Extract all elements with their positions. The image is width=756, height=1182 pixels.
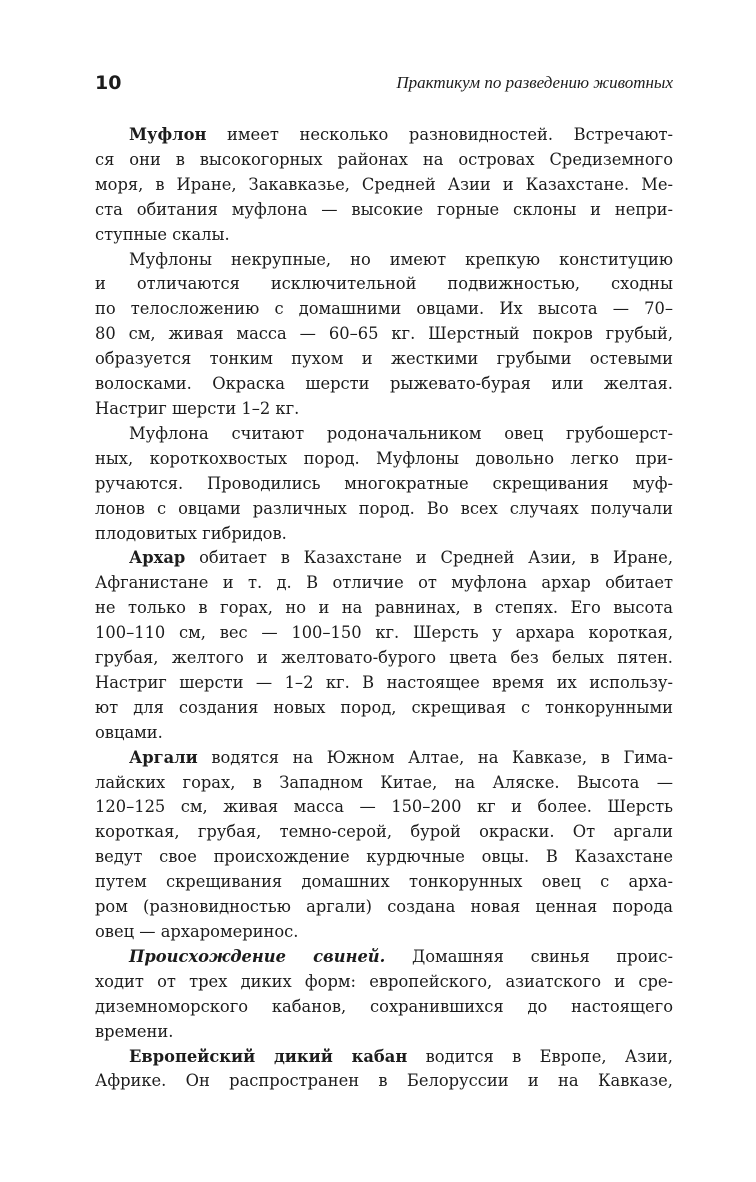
text-line: не только в горах, но и на равнинах, в степях. Его высота bbox=[95, 598, 673, 618]
text-line: короткая, грубая, темно-серой, бурой окраски. От аргали bbox=[95, 822, 673, 842]
text-line: моря, в Иране, Закавказье, Средней Азии и Казахстане. Ме- bbox=[95, 174, 673, 194]
paragraph-argali bbox=[95, 746, 673, 945]
text-line: 120–125 см, живая масса — 150–200 кг и более. Шерсть bbox=[95, 797, 673, 817]
page-number: 10 bbox=[95, 72, 122, 94]
paragraph-pig-origin bbox=[95, 945, 673, 1045]
body-text bbox=[95, 123, 673, 1094]
term-argali: Аргали bbox=[129, 747, 198, 767]
text-line: 100–110 см, вес — 100–150 кг. Шерсть у архара короткая, bbox=[95, 623, 673, 643]
text-line: Африке. Он распространен в Белоруссии и на Кавказе, bbox=[95, 1071, 673, 1091]
text-line: ром (разновидностью аргали) создана новая ценная порода bbox=[95, 897, 673, 917]
text-line: волосками. Окраска шерсти рыжевато-бурая или желтая. bbox=[95, 374, 673, 394]
term-arkhar: Архар bbox=[129, 548, 186, 568]
text-line: овец — архаромеринос. bbox=[95, 922, 299, 941]
term-mouflon: Муфлон bbox=[129, 125, 207, 144]
text-line: ных, короткохвостых пород. Муфлоны довольно легко при- bbox=[95, 448, 673, 468]
text-line: Архар обитает в Казахстане и Средней Азии, в Иране, bbox=[129, 548, 673, 568]
text-line: ста обитания муфлона — высокие горные склоны и непри- bbox=[95, 199, 673, 219]
running-title: Практикум по разведению животных bbox=[396, 73, 673, 92]
text-line: овцами. bbox=[95, 722, 163, 742]
text-line: лайских горах, в Западном Китае, на Аляске. Высота — bbox=[95, 772, 673, 792]
text-line: Муфлоны некрупные, но имеют крепкую конституцию bbox=[129, 249, 673, 269]
text-line: ся они в высокогорных районах на островах Средиземного bbox=[95, 149, 673, 169]
text-line: Муфлон имеет несколько разновидностей. Встречают- bbox=[129, 125, 673, 144]
text-line: ют для создания новых пород, скрещивая с тонкорунными bbox=[95, 697, 673, 717]
term-european-wild-boar: Европейский дикий кабан bbox=[129, 1046, 408, 1066]
text-line: и отличаются исключительной подвижностью, сходны bbox=[95, 274, 673, 294]
text-line: плодовитых гибридов. bbox=[95, 523, 287, 543]
paragraph-mouflon-breeding bbox=[95, 422, 673, 547]
text-line: Происхождение свиней. Домашняя свинья проис- bbox=[129, 946, 673, 966]
text-line: ведут свое происхождение курдючные овцы. В Казахстане bbox=[95, 847, 673, 867]
text-line: образуется тонким пухом и жесткими грубыми остевыми bbox=[95, 349, 673, 369]
text-line: Европейский дикий кабан водится в Европе, Азии, bbox=[129, 1046, 673, 1066]
text-line: времени. bbox=[95, 1021, 174, 1041]
text-line: Настриг шерсти 1–2 кг. bbox=[95, 398, 300, 418]
page-header bbox=[95, 70, 673, 96]
paragraph-mouflon-description bbox=[95, 248, 673, 422]
text-line: путем скрещивания домашних тонкорунных овец с арха- bbox=[95, 872, 673, 892]
paragraph-argali-arkhar bbox=[95, 546, 673, 745]
text-line: Муфлона считают родоначальником овец грубошерст- bbox=[129, 423, 673, 443]
text-line: ступные скалы. bbox=[95, 224, 230, 244]
text-line: лонов с овцами различных пород. Во всех случаях получали bbox=[95, 498, 673, 518]
text-line: ходит от трех диких форм: европейского, азиатского и сре- bbox=[95, 971, 673, 991]
text-line: Афганистане и т. д. В отличие от муфлона архар обитает bbox=[95, 573, 673, 593]
text-line: 80 см, живая масса — 60–65 кг. Шерстный покров грубый, bbox=[95, 324, 673, 344]
text-line: диземноморского кабанов, сохранившихся до настоящего bbox=[95, 996, 673, 1016]
paragraph-wild-boar bbox=[95, 1045, 673, 1095]
text-line: по телосложению с домашними овцами. Их высота — 70– bbox=[95, 299, 673, 319]
paragraph-mouflon bbox=[95, 123, 673, 248]
text-line: Аргали водятся на Южном Алтае, на Кавказе, в Гима- bbox=[129, 747, 673, 767]
text-line: Настриг шерсти — 1–2 кг. В настоящее время их использу- bbox=[95, 672, 673, 692]
text-line: ручаются. Проводились многократные скрещивания муф- bbox=[95, 473, 673, 493]
text-line: грубая, желтого и желтовато-бурого цвета без белых пятен. bbox=[95, 648, 673, 668]
heading-pig-origin: Происхождение свиней. bbox=[129, 946, 386, 966]
